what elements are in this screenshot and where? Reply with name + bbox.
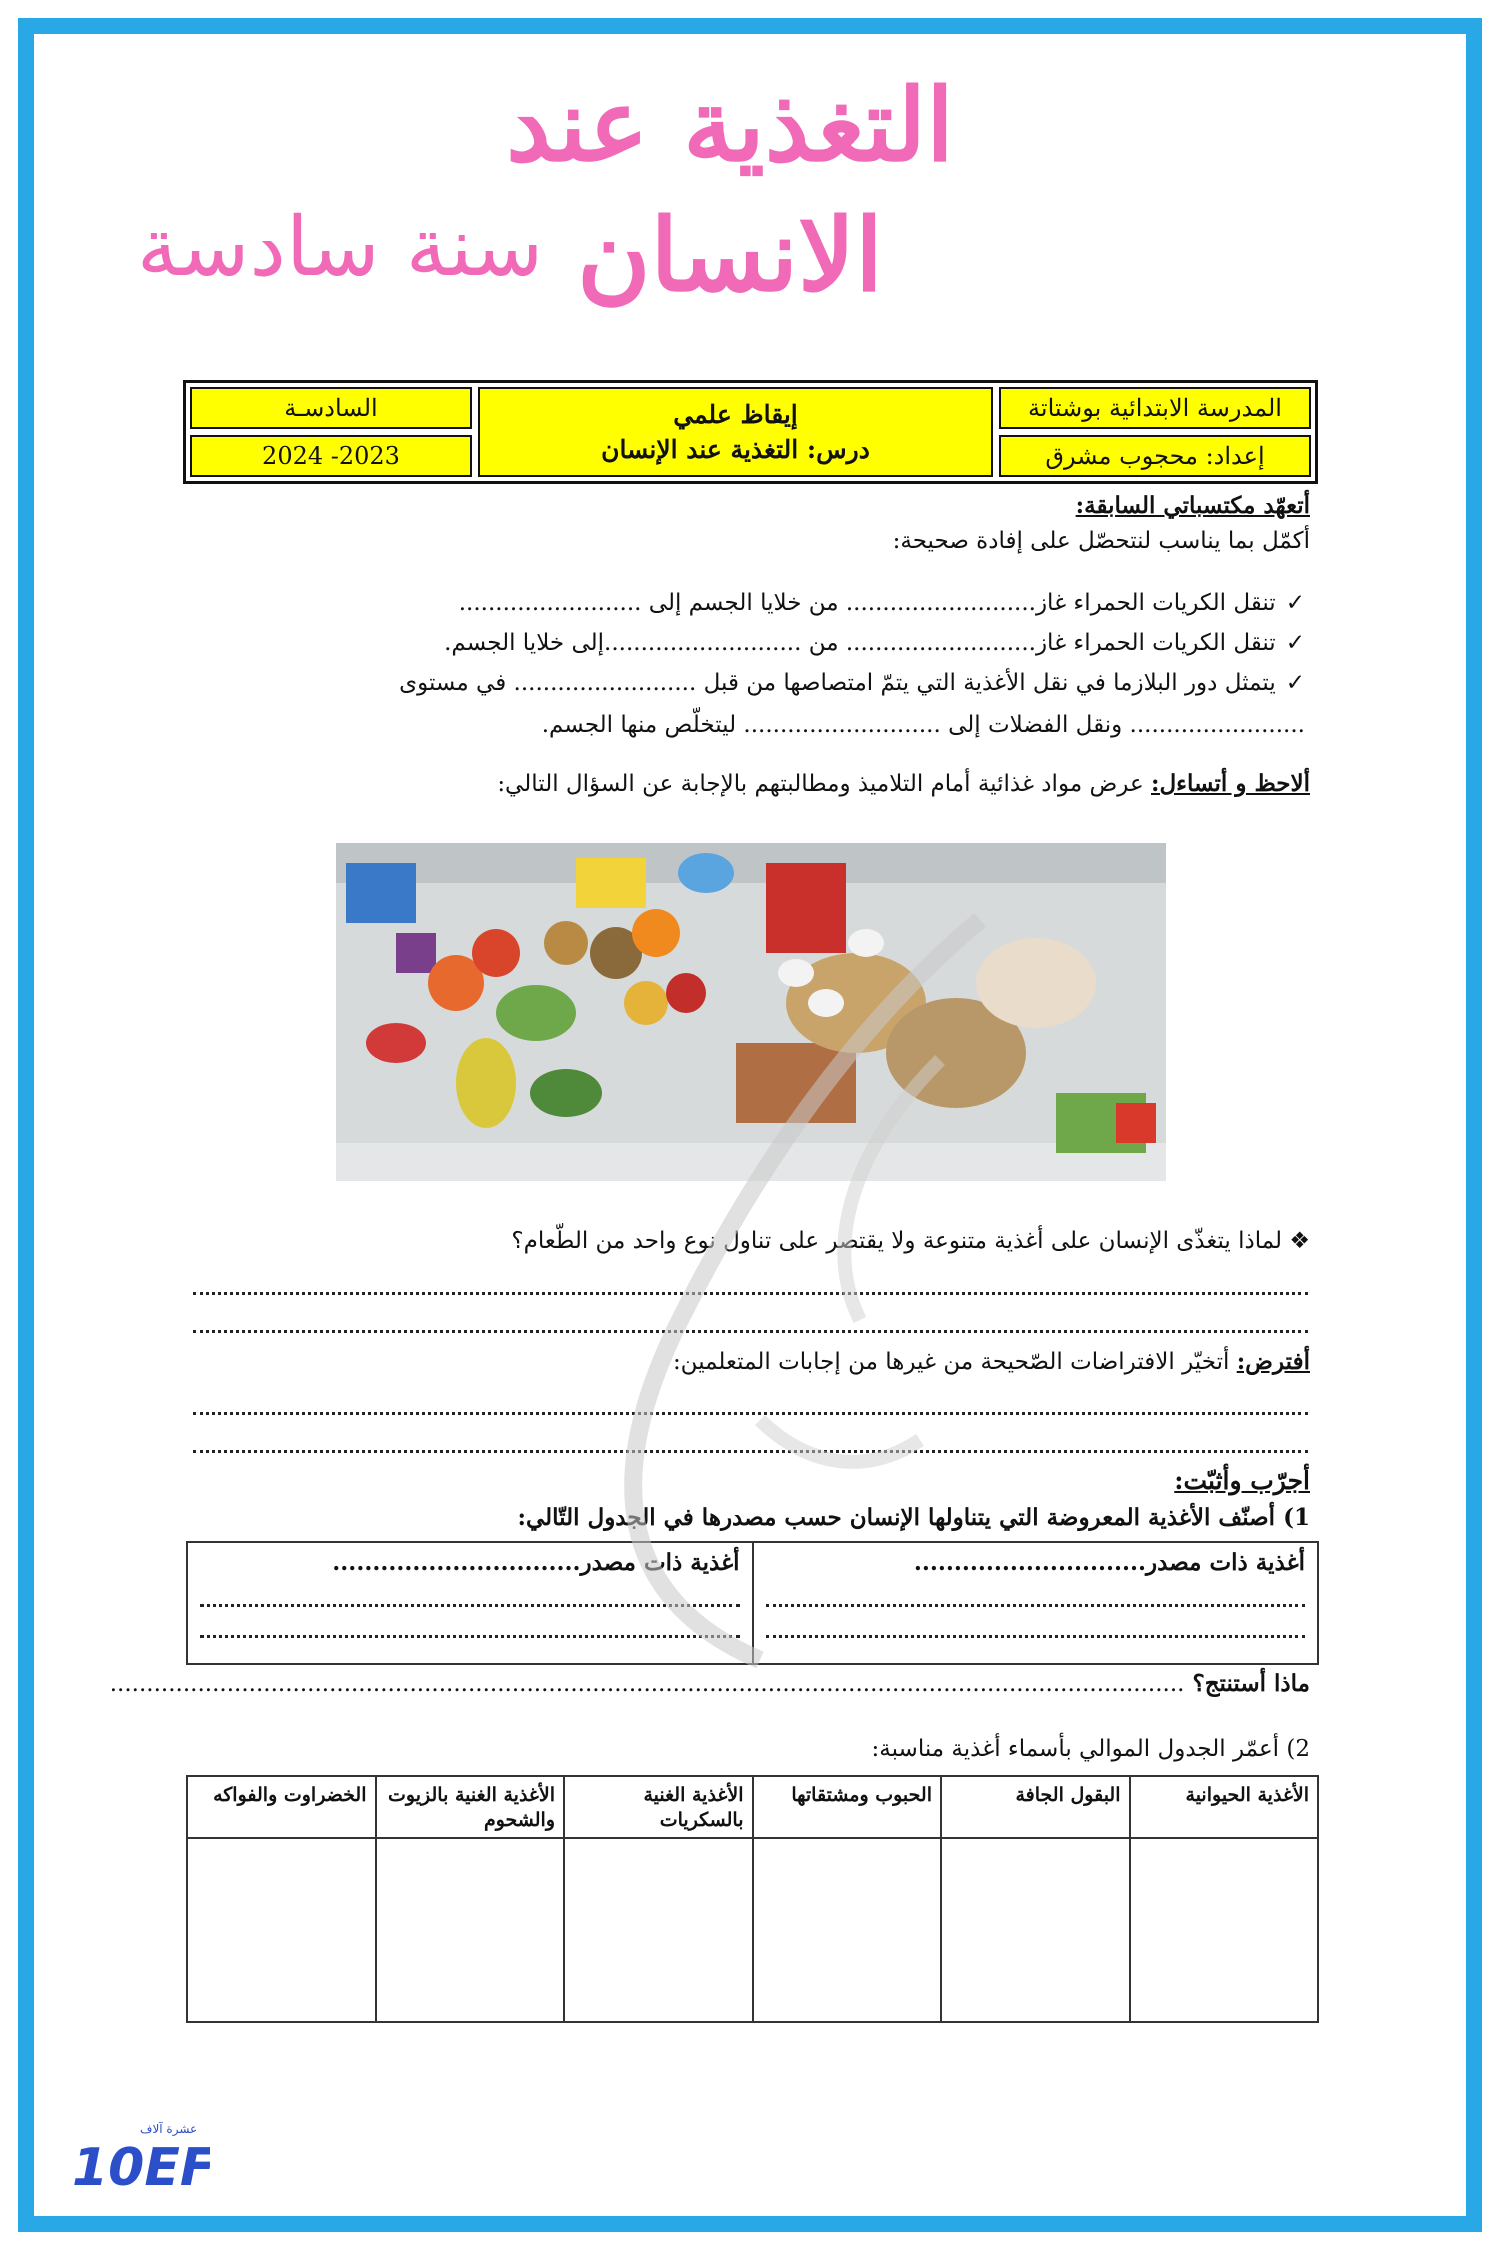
page-subtitle: سنة سادسة xyxy=(136,200,544,295)
experiment-heading: أجرّب وأثبّت: xyxy=(1174,1466,1310,1495)
observe-heading: ألاحظ و أتساءل: xyxy=(1150,770,1310,797)
table2-column xyxy=(940,1777,1129,2021)
table2-column xyxy=(188,1777,375,2021)
svg-text:10EF: 10EF xyxy=(72,2138,210,2195)
table2-header: الأغذية الغنية بالزيوت والشحوم xyxy=(377,1777,564,1839)
table1-column xyxy=(752,1543,1318,1663)
table1-dotted-line xyxy=(200,1604,740,1607)
observe-question: لماذا يتغذّى الإنسان على أغذية متنوعة ولا يقتصر على تناول نوع واحد من الطّعام؟ xyxy=(511,1228,1283,1254)
task1-text: أصنّف الأغذية المعروضة التي يتناولها الإنسان حسب مصدرها في الجدول التّالي: xyxy=(517,1504,1276,1531)
activity-label: إيقاظ علمي xyxy=(673,400,798,429)
fill-line: ✓تنقل الكريات الحمراء غاز.......................... من ...........................إلى خلايا الجسم. xyxy=(444,630,1305,656)
lesson-header-table xyxy=(183,380,1318,484)
food-groups-table xyxy=(186,1775,1319,2023)
table2-header: البقول الجافة xyxy=(942,1777,1129,1839)
fill-line: ........................ ونقل الفضلات إلى ........................... ليتخلّص منها الجسم. xyxy=(541,712,1305,738)
table1-dotted-line xyxy=(766,1604,1306,1607)
task1-line xyxy=(517,1504,1310,1531)
hypothesis-line xyxy=(673,1348,1310,1375)
task2-line xyxy=(872,1736,1310,1762)
lesson-label: درس: التغذية عند الإنسان xyxy=(601,435,870,464)
lesson-box xyxy=(478,387,993,477)
check-icon: ✓ xyxy=(1285,590,1305,616)
answer-line xyxy=(193,1450,1308,1453)
answer-line xyxy=(193,1330,1308,1333)
school-year: 2024 -2023 xyxy=(190,435,472,477)
page-title: التغذية عند الانسان xyxy=(506,66,954,314)
author-name: إعداد: محجوب مشرق xyxy=(999,435,1311,477)
school-name: المدرسة الابتدائية بوشتاتة xyxy=(999,387,1311,429)
svg-text:عشرة آلاف: عشرة آلاف xyxy=(140,2122,198,2136)
logo-mark xyxy=(70,2115,210,2195)
diamond-bullet-icon: ❖ xyxy=(1282,1228,1310,1254)
observe-line xyxy=(497,770,1310,797)
table1-header: أغذية ذات مصدر............................... xyxy=(332,1549,740,1576)
task2-text: أعمّر الجدول الموالي بأسماء أغذية مناسبة: xyxy=(871,1736,1280,1762)
food-photo-illustration xyxy=(336,843,1166,1181)
check-icon: ✓ xyxy=(1285,670,1305,696)
prior-knowledge-heading: أتعهّد مكتسباتي السابقة: xyxy=(1075,492,1310,519)
fill-line: ✓يتمثل دور البلازما في نقل الأغذية التي يتمّ امتصاصها من قبل ......................... في مستوى xyxy=(399,670,1305,696)
task2-number: 2) xyxy=(1286,1736,1310,1762)
observe-text: عرض مواد غذائية أمام التلاميذ ومطالبتهم بالإجابة عن السؤال التالي: xyxy=(497,771,1144,797)
prior-instruction: أكمّل بما يناسب لنتحصّل على إفادة صحيحة: xyxy=(892,528,1310,554)
table1-dotted-line xyxy=(766,1635,1306,1638)
table1-header: أغذية ذات مصدر............................. xyxy=(913,1549,1305,1576)
table2-column xyxy=(375,1777,564,2021)
table1-column xyxy=(188,1543,752,1663)
table2-header: الأغذية الحيوانية xyxy=(1131,1777,1318,1839)
table2-header: الحبوب ومشتقاتها xyxy=(754,1777,941,1839)
hypothesis-heading: أفترض: xyxy=(1236,1348,1310,1375)
table2-header: الأغذية الغنية بالسكريات xyxy=(565,1777,752,1839)
answer-line xyxy=(193,1292,1308,1295)
answer-line xyxy=(193,1412,1308,1415)
food-items-photo xyxy=(336,843,1166,1181)
check-icon: ✓ xyxy=(1285,630,1305,656)
food-source-table xyxy=(186,1541,1319,1665)
table1-dotted-line xyxy=(200,1635,740,1638)
conclude-line: ماذا أستنتج؟ ................................................................................................................................................... xyxy=(109,1670,1310,1697)
table2-header: الخضراوت والفواكه xyxy=(188,1777,375,1839)
grade-level: السادسـة xyxy=(190,387,472,429)
task1-number: 1) xyxy=(1283,1504,1310,1531)
table2-column xyxy=(752,1777,941,2021)
table2-column xyxy=(1129,1777,1318,2021)
conclude-question: ماذا أستنتج؟ xyxy=(1192,1670,1310,1697)
table2-column xyxy=(563,1777,752,2021)
question-line xyxy=(511,1228,1310,1254)
hypothesis-text: أتخيّر الافتراضات الصّحيحة من غيرها من إجابات المتعلمين: xyxy=(672,1349,1230,1375)
fill-line: ✓تنقل الكريات الحمراء غاز.......................... من خلايا الجسم إلى ......................... xyxy=(458,590,1305,616)
site-logo xyxy=(70,2115,210,2195)
